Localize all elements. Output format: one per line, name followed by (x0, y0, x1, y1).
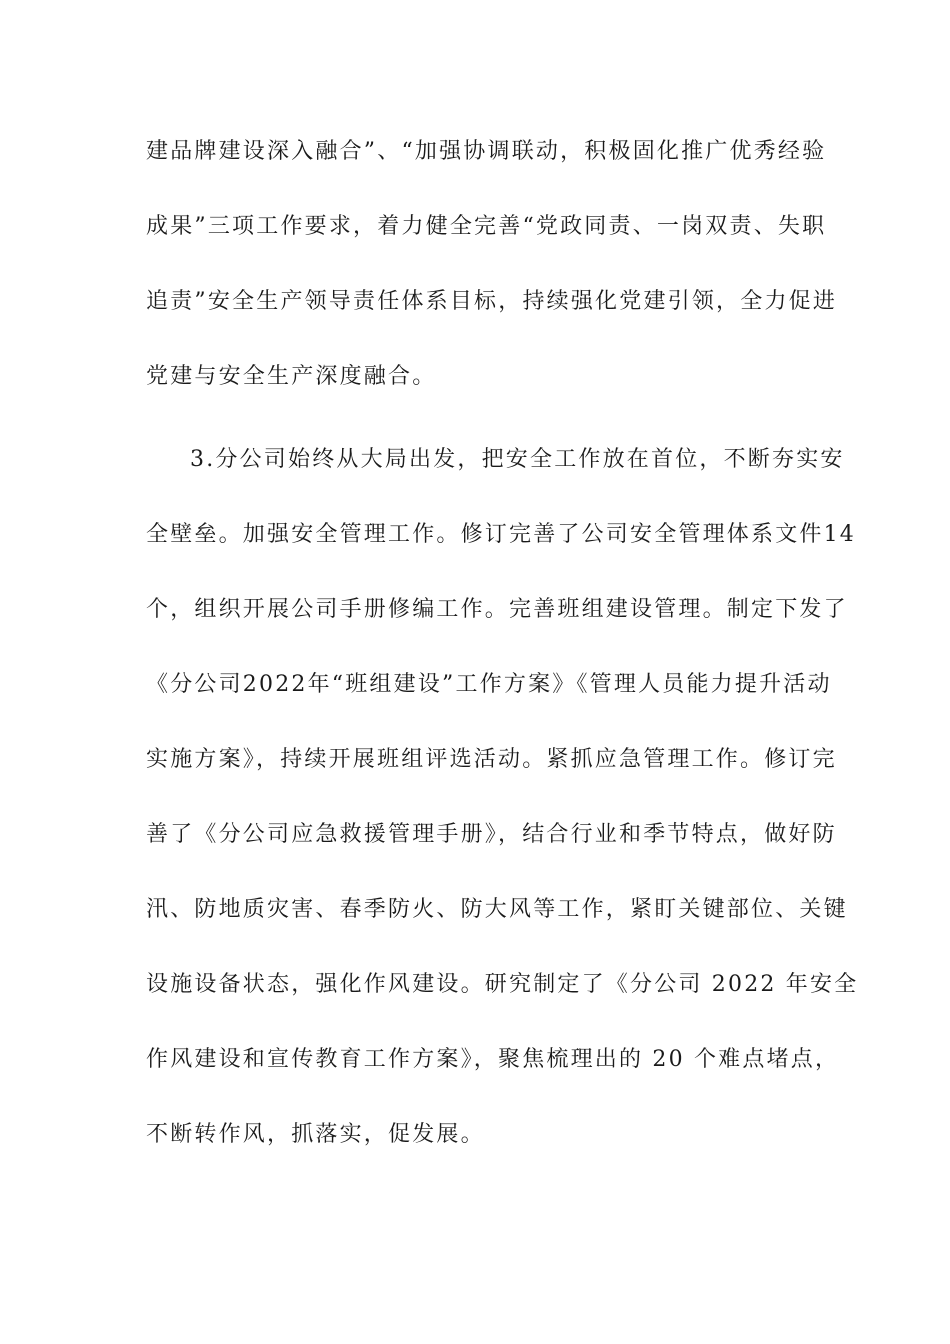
paragraph-line: 个，组织开展公司手册修编工作。完善班组建设管理。制定下发了 (146, 597, 848, 622)
paragraph-line: 追责”安全生产领导责任体系目标，持续强化党建引领，全力促进 (146, 289, 838, 314)
paragraph-line: 设施设备状态，强化作风建设。研究制定了《分公司 2022 年安全 (146, 972, 859, 997)
paragraph-line: 建品牌建设深入融合”、“加强协调联动，积极固化推广优秀经验 (146, 139, 827, 164)
paragraph-line: 3.分公司始终从大局出发，把安全工作放在首位，不断夯实安 (190, 447, 845, 472)
paragraph-line: 《分公司2022年“班组建设”工作方案》《管理人员能力提升活动 (146, 672, 832, 697)
paragraph-line: 善了《分公司应急救援管理手册》，结合行业和季节特点，做好防 (146, 822, 837, 847)
paragraph-line: 不断转作风，抓落实，促发展。 (146, 1122, 485, 1147)
paragraph-line: 全壁垒。加强安全管理工作。修订完善了公司安全管理体系文件14 (146, 522, 856, 547)
paragraph-line: 实施方案》，持续开展班组评选活动。紧抓应急管理工作。修订完 (146, 747, 837, 772)
paragraph-line: 汛、防地质灾害、春季防火、防大风等工作，紧盯关键部位、关键 (146, 897, 848, 922)
paragraph-line: 成果”三项工作要求，着力健全完善“党政同责、一岗双责、失职 (146, 214, 827, 239)
paragraph-line: 党建与安全生产深度融合。 (146, 364, 437, 389)
paragraph-line: 作风建设和宣传教育工作方案》，聚焦梳理出的 20 个难点堵点， (146, 1047, 840, 1072)
